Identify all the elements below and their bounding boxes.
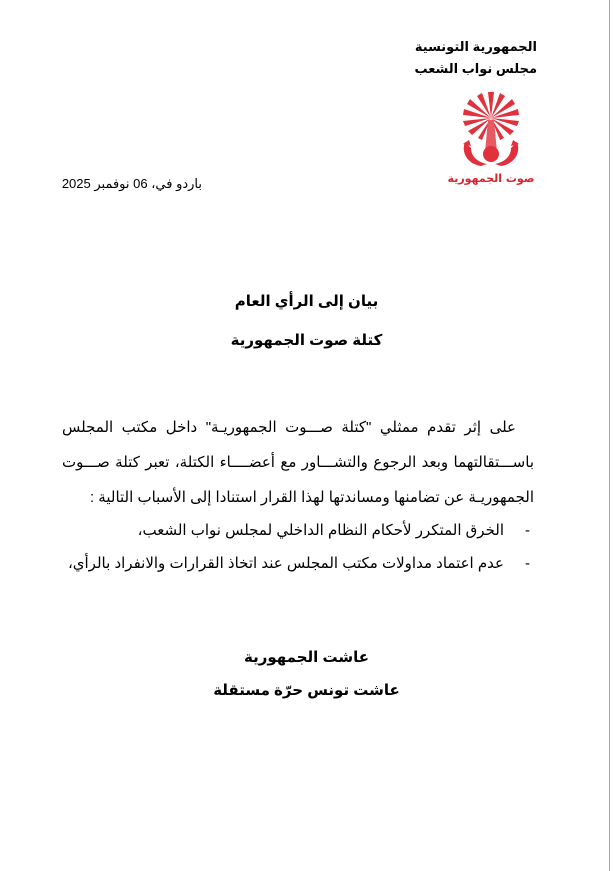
institution-name: مجلس نواب الشعب [414,61,537,76]
logo-caption: صوت الجمهورية [447,172,535,185]
list-item [60,547,530,580]
list-item [60,514,530,547]
page-edge-line [609,0,610,871]
closing-line-tunisia: عاشت تونس حرّة مستقلة [213,682,400,699]
statement-paragraph: على إثر تقدم ممثلي "كتلة صـــوت الجمهوريـة" داخل مكتب المجلس باســـتقالتهما وبعد الرجوع والتشـــاور مع أعضــــاء الكتلة، تعبر كتلة صـــوت الجمهوريـة عن تضامنها ومساندتها لهذا القرار استنادا إلى الأسباب التالية : [62,419,534,506]
bullet-dash: - [525,555,530,572]
bloc-title: كتلة صوت الجمهورية [230,332,383,349]
palm-tree-hands-logo-icon [441,86,541,186]
reason-text: عدم اعتماد مداولات مكتب المجلس عند اتخاذ القرارات والانفراد بالرأي، [67,555,504,572]
letterhead [414,36,537,80]
reason-text: الخرق المتكرر لأحكام النظام الداخلي لمجلس نواب الشعب، [137,522,504,539]
bullet-dash: - [525,522,530,539]
statement-title: بيان إلى الرأي العام [234,293,379,310]
closing-line-republic: عاشت الجمهورية [244,649,369,666]
reasons-list [60,514,530,580]
date-location: باردو في، 06 نوفمبر 2025 [61,176,202,191]
country-name: الجمهورية التونسية [414,39,537,54]
